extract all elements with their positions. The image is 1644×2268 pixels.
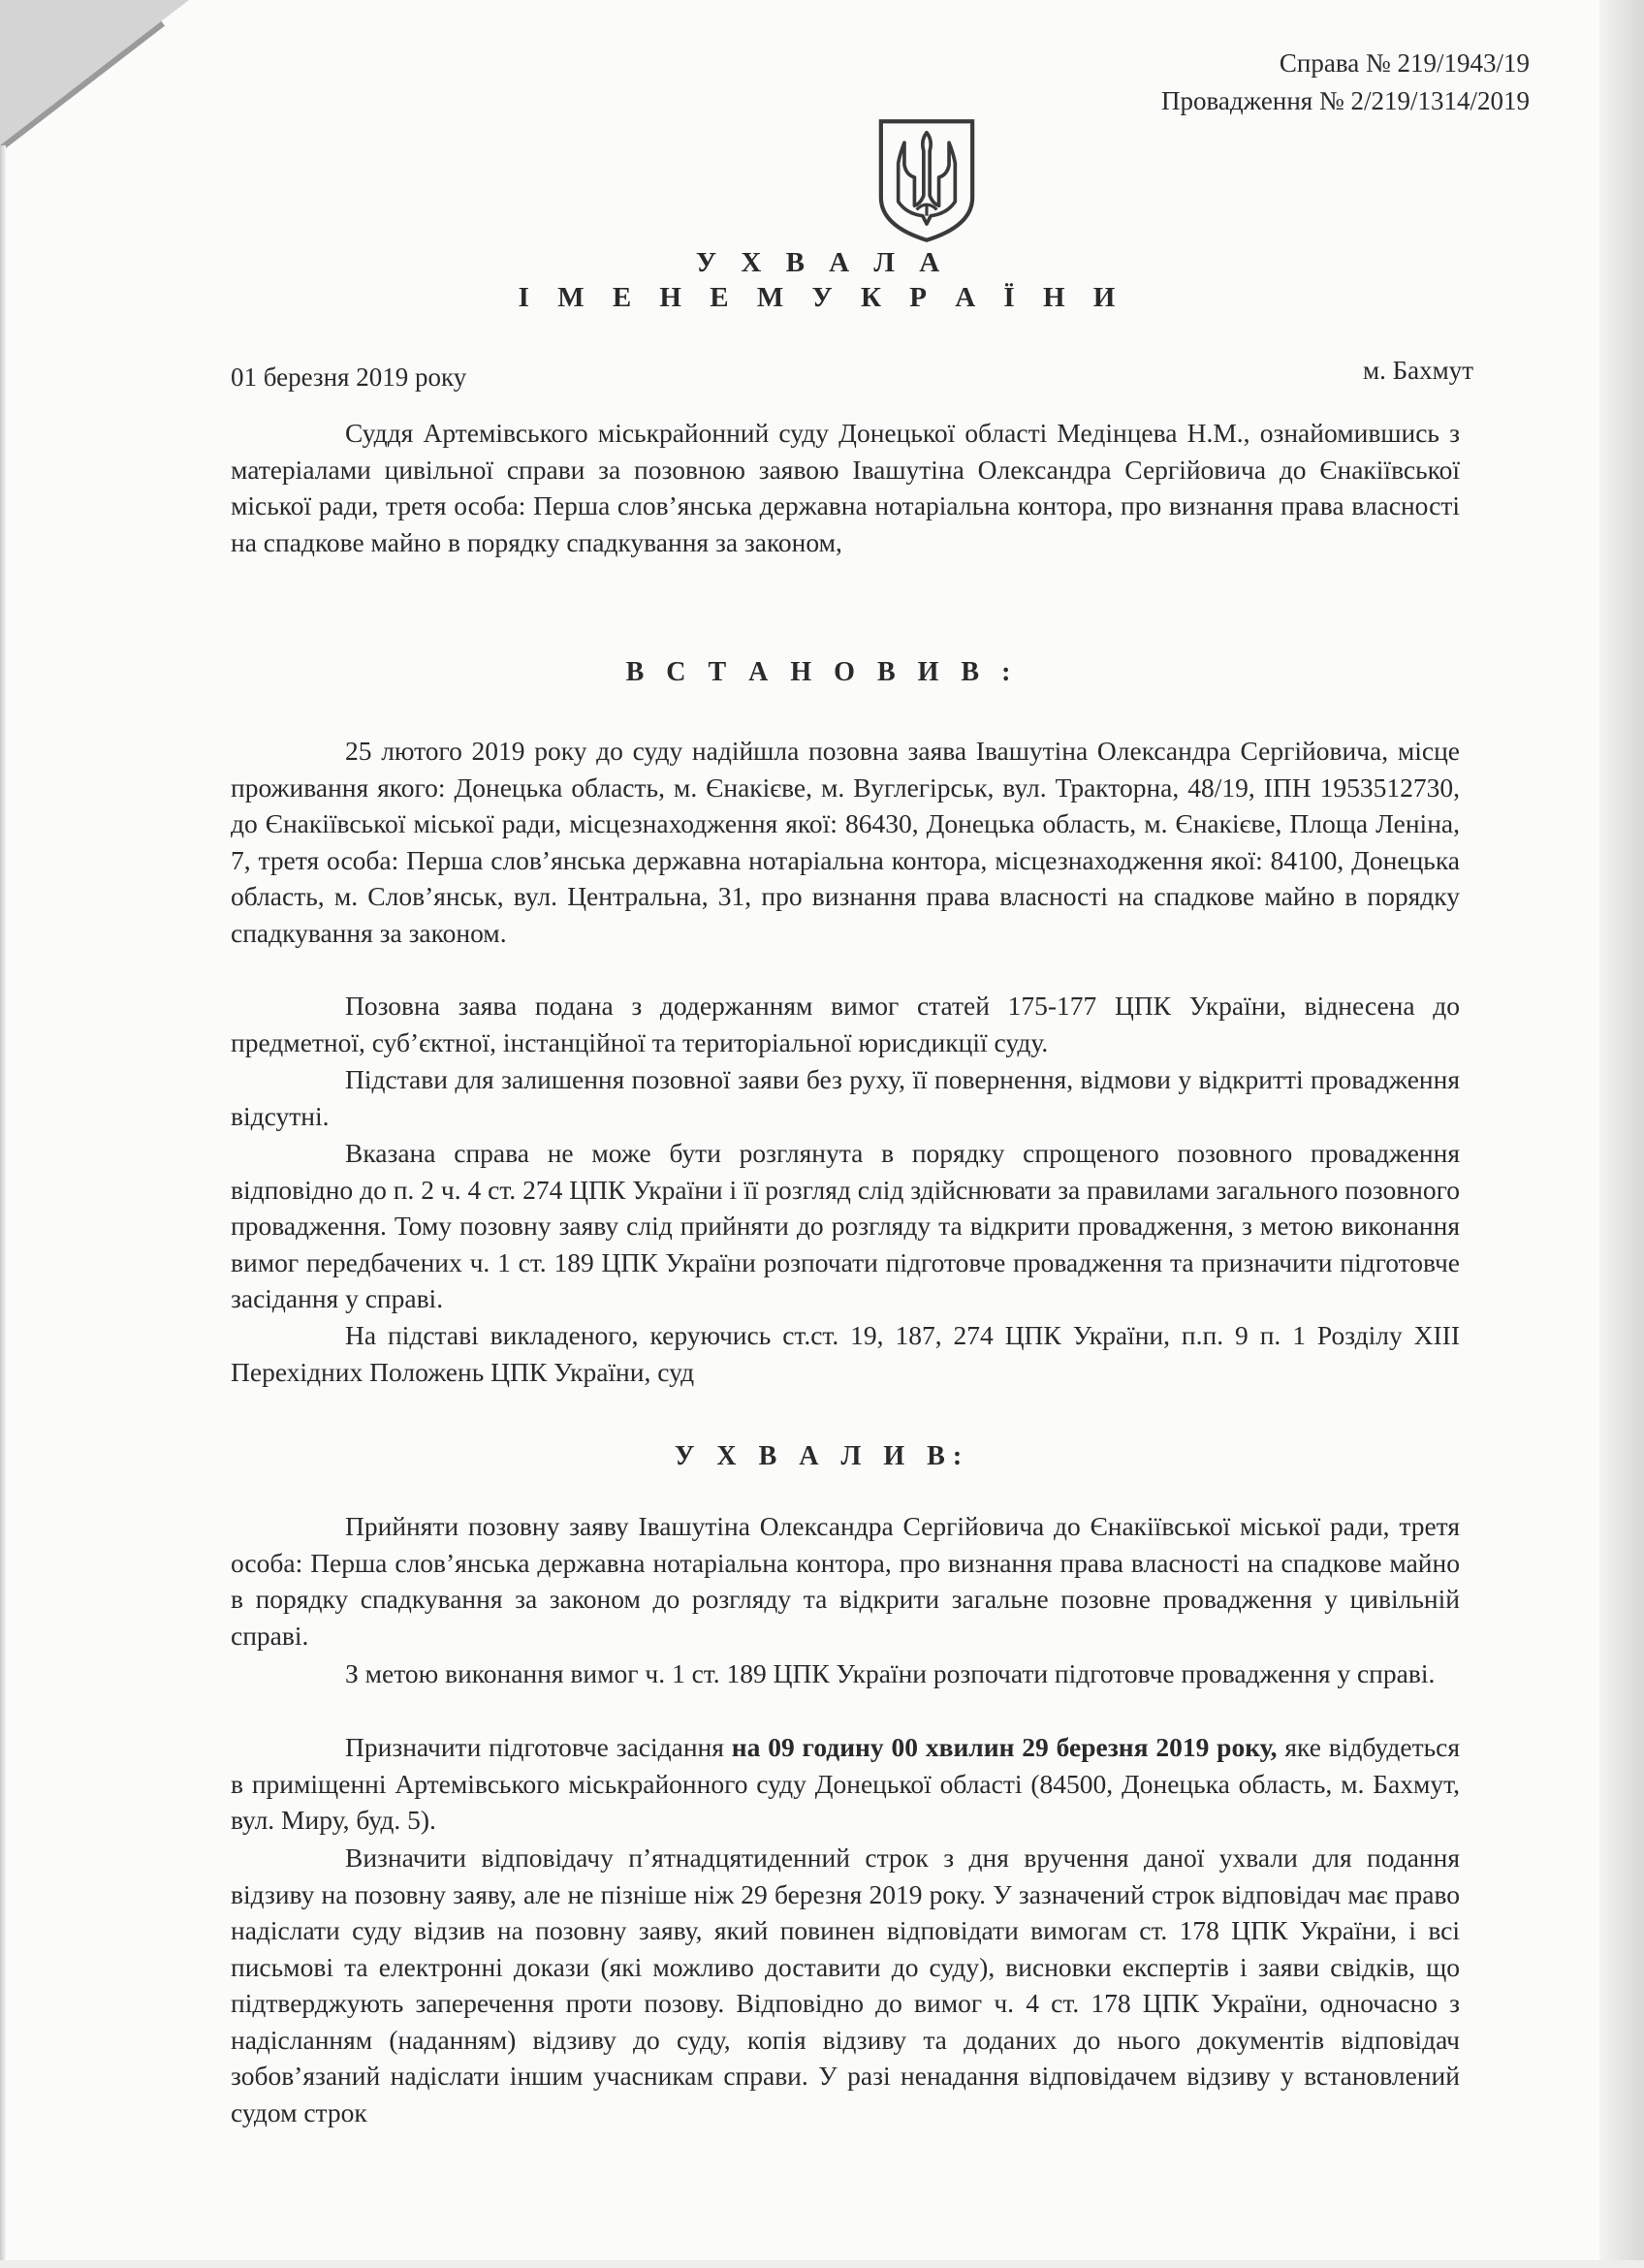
ruled-paragraph-3 xyxy=(231,1729,1460,1839)
established-paragraph-2: Позовна заява подана з додержанням вимог статей 175-177 ЦПК України, віднесена до предметної, суб’єктної, інстанційної та територіальної юрисдикції суду. xyxy=(231,991,1460,1057)
document-date: 01 березня 2019 року xyxy=(231,362,467,392)
established-paragraph-4: Вказана справа не може бути розглянута в порядку спрощеного позовного провадження відповідно до п. 2 ч. 4 ст. 274 ЦПК України і її розгляд слід здійснювати за правилами загального позовного провадження. Тому позовну заяву слід прийняти до розгляду та відкрити провадження, з метою виконання вимог передбачених ч. 1 ст. 189 ЦПК України розпочати підготовче провадження та призначити підготовче засідання у справі. xyxy=(231,1138,1460,1313)
document-title: У Х В А Л А xyxy=(695,247,949,278)
established-paragraph-3: Підстави для залишення позовної заяви без руху, її повернення, відмови у відкритті провадження відсутні. xyxy=(231,1064,1460,1131)
page-left-edge xyxy=(0,145,6,2268)
established-heading: В С Т А Н О В И В : xyxy=(625,657,1019,687)
ruled-paragraph-2: З метою виконання вимог ч. 1 ст. 189 ЦПК України розпочати підготовче провадження у справі. xyxy=(345,1658,1436,1688)
established-paragraph-5: На підставі викладеного, керуючись ст.ст. 19, 187, 274 ЦПК України, п.п. 9 п. 1 Розділу XIII Перехідних Положень ЦПК України, суд xyxy=(231,1320,1460,1387)
case-info xyxy=(1161,45,1530,120)
hearing-datetime: на 09 годину 00 хвилин 29 березня 2019 року, xyxy=(731,1732,1278,1762)
ruled-heading: У Х В А Л И В: xyxy=(674,1441,970,1471)
proceeding-number: Провадження № 2/219/1314/2019 xyxy=(1161,86,1530,115)
established-paragraph-1: 25 лютого 2019 року до суду надійшла позовна заява Івашутіна Олександра Сергійовича, місце проживання якого: Донецька область, м. Єнакієве, м. Вуглегірськ, вул. Тракторна, 48/19, ІПН 1953512730, до Єнакіївської міської ради, місцезнаходження якої: 86430, Донецька область, м. Єнакієве, Площа Леніна, 7, третя особа: Перша слов’янська державна нотаріальна контора, місцезнаходження якої: 84100, Донецька область, м. Слов’янськ, вул. Центральна, 31, про визнання права власності на спадкове майно в порядку спадкування за законом. xyxy=(231,736,1460,948)
case-number: Справа № 219/1943/19 xyxy=(1279,48,1530,78)
ruled-paragraph-1: Прийняти позовну заяву Івашутіна Олександра Сергійовича до Єнакіївської міської ради, третя особа: Перша слов’янська державна нотаріальна контора, про визнання права власності на спадкове майно в порядку спадкування за законом до розгляду та відкрити загальне позовне провадження у цивільній справі. xyxy=(231,1511,1460,1651)
intro-paragraph: Суддя Артемівського міськрайонний суду Донецької області Медінцева Н.М., ознайомившись з матеріалами цивільної справи за позовною заявою Івашутіна Олександра Сергійовича до Єнакіївської міської ради, третя особа: Перша слов’янська державна нотаріальна контора, про визнання права власності на спадкове майно в порядку спадкування за законом, xyxy=(231,418,1460,557)
ruled-paragraph-4: Визначити відповідачу п’ятнадцятиденний строк з дня вручення даної ухвали для подання відзиву на позовну заяву, але не пізніше ніж 29 березня 2019 року. У зазначений строк відповідач має право надіслати суду відзив на позовну заяву, який повинен відповідати вимогам ст. 178 ЦПК України, і всі письмові та електронні докази (які можливо доставити до суду), висновки експертів і заяви свідків, що підтверджують заперечення проти позову. Відповідно до вимог ч. 4 ст. 178 ЦПК України, одночасно з надісланням (наданням) відзиву до суду, копія відзиву та доданих до нього документів відповідач зобов’язаний надіслати іншим учасникам справи. У разі ненадання відповідачем відзиву у встановлений судом строк xyxy=(231,1843,1460,2127)
hearing-text-prefix: Призначити підготовче засідання xyxy=(345,1732,732,1762)
tryzub-coat-of-arms-icon xyxy=(875,116,978,244)
page-right-edge xyxy=(1599,0,1644,2268)
document-city: м. Бахмут xyxy=(1363,356,1473,385)
document-subtitle: І М Е Н Е М У К Р А Ї Н И xyxy=(518,282,1126,313)
page-bottom-edge xyxy=(0,2260,1644,2268)
hearing-text-suffix: яке відбудеться в приміщенні Артемівського міськрайонного суду Донецької області (84500, Донецька область, м. Бахмут, вул. Миру, буд. 5). xyxy=(231,1732,1460,1835)
